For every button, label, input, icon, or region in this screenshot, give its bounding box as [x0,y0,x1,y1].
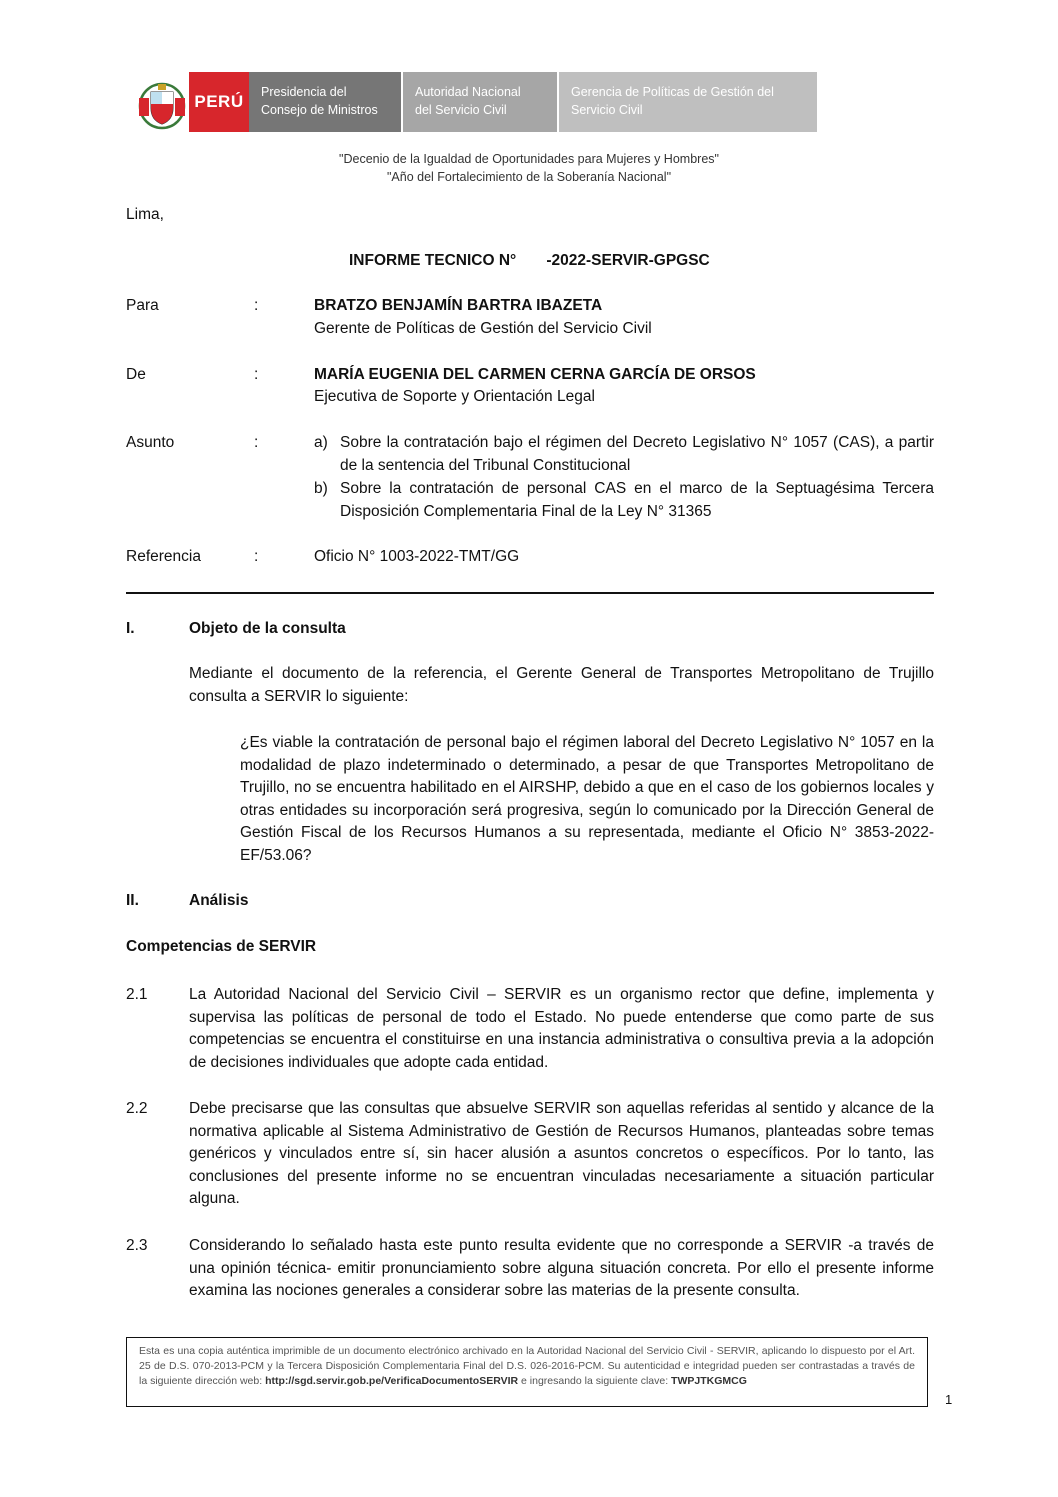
notice-text-2: e ingresando la siguiente clave: [518,1375,672,1387]
para-name: BRATZO BENJAMÍN BARTRA IBAZETA [314,297,603,314]
section-2-title: Análisis [189,892,249,909]
de-label: De [126,366,146,383]
section-2-subtitle: Competencias de SERVIR [126,938,317,955]
header-box-gpgsc: Gerencia de Políticas de Gestión del Servicio Civil [559,72,817,132]
paragraph-number: 2.2 [126,1100,148,1117]
paragraph-number: 2.3 [126,1237,148,1254]
para-role: Gerente de Políticas de Gestión del Servicio Civil [314,320,652,337]
referencia-label: Referencia [126,548,201,565]
paragraph-2-3 [126,1235,934,1327]
asunto-colon: : [254,434,259,451]
page-number: 1 [945,1392,953,1407]
paragraph-2-1 [126,984,934,1076]
place-date: Lima, [126,206,164,223]
asunto-marker: a) [314,434,328,451]
asunto-label: Asunto [126,434,175,451]
paragraph-text: Debe precisarse que las consultas que absuelve SERVIR son aquellas referidas al sentido y alcance de la normativa aplicable al Sistema Administrativo de Gestión de Recursos Humanos, planteadas sobre temas genéricos y vinculados entre sí, sin hacer alusión a asuntos concretos o específicos. Por lo tanto, las conclusiones del presente informe no se encuentran vinculadas necesariamente a situación particular alguna. [189,1100,934,1207]
notice-text: Esta es una copia auténtica imprimible de un documento electrónico archivado en la Autoridad Nacional del Servicio Civil - SERVIR, aplicando lo dispuesto por el Art. 25 de D.S. 070-2013-PCM y la Tercera Disposición Complementaria Final del D.S. 026-2016-PCM. Su autenticidad e integridad pueden ser contrastadas a través de la siguiente dirección web: [139,1345,915,1387]
peru-logo: PERÚ [189,72,249,132]
letterhead [128,72,818,134]
slogan-1: "Decenio de la Igualdad de Oportunidades para Mujeres y Hombres" [339,152,719,166]
header-box-servir: Autoridad Nacional del Servicio Civil [403,72,557,132]
de-colon: : [254,366,259,383]
slogans [0,150,1058,186]
para-colon: : [254,297,259,314]
asunto-marker: b) [314,480,328,497]
header-divider [126,592,934,594]
paragraph-2-2 [126,1098,934,1213]
report-title: INFORME TECNICO N° -2022-SERVIR-GPGSC [349,252,710,269]
asunto-text: Sobre la contratación bajo el régimen del Decreto Legislativo N° 1057 (CAS), a partir de la sentencia del Tribunal Constitucional [340,434,934,474]
header-box-pcm: Presidencia del Consejo de Ministros [249,72,401,132]
section-2-number: II. [126,892,139,909]
section-1-number: I. [126,620,135,637]
slogan-2: "Año del Fortalecimiento de la Soberanía Nacional" [386,170,672,184]
authenticity-notice [126,1337,928,1407]
verification-key: TWPJTKGMCG [671,1375,747,1387]
referencia-value: Oficio N° 1003-2022-TMT/GG [314,548,520,565]
referencia-colon: : [254,548,259,565]
paragraph-number: 2.1 [126,986,148,1003]
asunto-item-a [314,432,934,478]
paragraph-text: Considerando lo señalado hasta este punto resulta evidente que no corresponde a SERVIR -a través de una opinión técnica- emitir pronunciamiento sobre alguna situación concreta. Por ello el presente informe examina las nociones generales a considerar sobre las materias de la presente consulta. [189,1237,934,1299]
asunto-text: Sobre la contratación de personal CAS en el marco de la Septuagésima Tercera Disposición Complementaria Final de la Ley N° 31365 [340,480,934,520]
de-role: Ejecutiva de Soporte y Orientación Legal [314,388,595,405]
section-1-intro: Mediante el documento de la referencia, el Gerente General de Transportes Metropolitano de Trujillo consulta a SERVIR lo siguiente: [189,665,934,705]
consultation-quote: ¿Es viable la contratación de personal bajo el régimen laboral del Decreto Legislativo N° 1057 en la modalidad de plazo indeterminado o determinado, a pesar de que Transportes Metropolitano de Trujillo, no se encuentra habilitado en el AIRSHP, debido a que en el caso de los gobiernos locales y otras entidades su incorporación será progresiva, según lo comunicado por la Dirección General de Gestión Fiscal de los Recursos Humanos a su representada, mediante el Oficio N° 3853-2022-EF/53.06? [240,734,934,864]
asunto-item-b [314,478,934,524]
paragraph-text: La Autoridad Nacional del Servicio Civil – SERVIR es un organismo rector que define, implementa y supervisa las políticas de personal de todo el Estado. No puede entenderse que como parte de sus competencias se encuentra el constituirse en una instancia administrativa o consultiva previa a la adopción de decisiones individuales que adopte cada entidad. [189,986,934,1071]
de-name: MARÍA EUGENIA DEL CARMEN CERNA GARCÍA DE ORSOS [314,366,756,383]
coat-of-arms-icon [136,76,188,132]
verification-url[interactable]: http://sgd.servir.gob.pe/VerificaDocumentoSERVIR [265,1375,519,1387]
section-1-title: Objeto de la consulta [189,620,346,637]
para-label: Para [126,297,159,314]
